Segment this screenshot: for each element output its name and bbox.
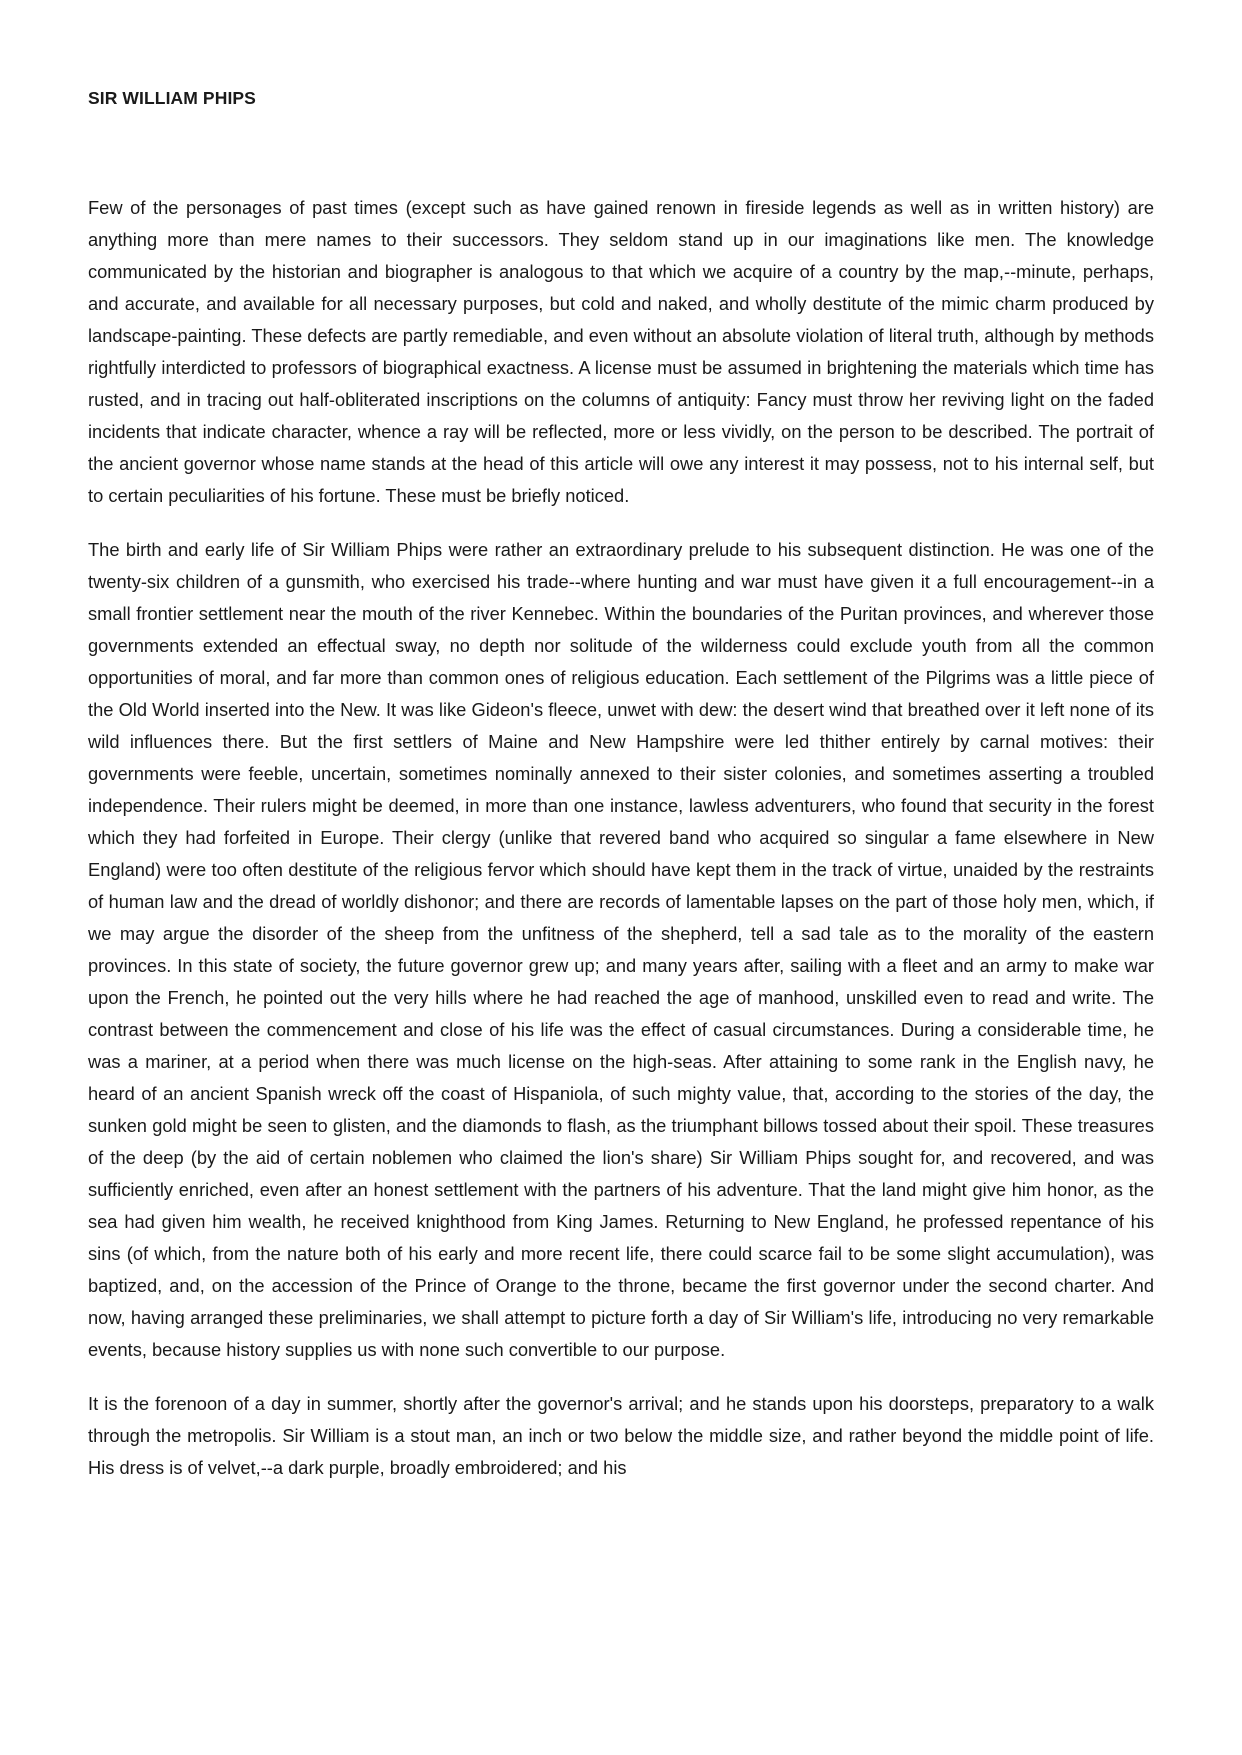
paragraph-3: It is the forenoon of a day in summer, shortly after the governor's arrival; and he stands upon his doorsteps, preparatory to a walk through the metropolis. Sir William is a stout man, an inch or two below the middle size, and rather beyond the middle point of life. His dress is of velvet,--a dark purple, broadly embroidered; and his	[88, 1393, 1154, 1478]
document-body	[88, 192, 1154, 1484]
paragraph-1: Few of the personages of past times (except such as have gained renown in fireside legends as well as in written history) are anything more than mere names to their successors. They seldom stand up in our imaginations like men. The knowledge communicated by the historian and biographer is analogous to that which we acquire of a country by the map,--minute, perhaps, and accurate, and available for all necessary purposes, but cold and naked, and wholly destitute of the mimic charm produced by landscape-painting. These defects are partly remediable, and even without an absolute violation of literal truth, although by methods rightfully interdicted to professors of biographical exactness. A license must be assumed in brightening the materials which time has rusted, and in tracing out half-obliterated inscriptions on the columns of antiquity: Fancy must throw her reviving light on the faded incidents that indicate character, whence a ray will be reflected, more or less vividly, on the person to be described. The portrait of the ancient governor whose name stands at the head of this article will owe any interest it may possess, not to his internal self, but to certain peculiarities of his fortune. These must be briefly noticed.	[88, 197, 1154, 506]
paragraph-2: The birth and early life of Sir William Phips were rather an extraordinary prelude to his subsequent distinction. He was one of the twenty-six children of a gunsmith, who exercised his trade--where hunting and war must have given it a full encouragement--in a small frontier settlement near the mouth of the river Kennebec. Within the boundaries of the Puritan provinces, and wherever those governments extended an effectual sway, no depth nor solitude of the wilderness could exclude youth from all the common opportunities of moral, and far more than common ones of religious education. Each settlement of the Pilgrims was a little piece of the Old World inserted into the New. It was like Gideon's fleece, unwet with dew: the desert wind that breathed over it left none of its wild influences there. But the first settlers of Maine and New Hampshire were led thither entirely by carnal motives: their governments were feeble, uncertain, sometimes nominally annexed to their sister colonies, and sometimes asserting a troubled independence. Their rulers might be deemed, in more than one instance, lawless adventurers, who found that security in the forest which they had forfeited in Europe. Their clergy (unlike that revered band who acquired so singular a fame elsewhere in New England) were too often destitute of the religious fervor which should have kept them in the track of virtue, unaided by the restraints of human law and the dread of worldly dishonor; and there are records of lamentable lapses on the part of those holy men, which, if we may argue the disorder of the sheep from the unfitness of the shepherd, tell a sad tale as to the morality of the eastern provinces. In this state of society, the future governor grew up; and many years after, sailing with a fleet and an army to make war upon the French, he pointed out the very hills where he had reached the age of manhood, unskilled even to read and write. The contrast between the commencement and close of his life was the effect of casual circumstances. During a considerable time, he was a mariner, at a period when there was much license on the high-seas. After attaining to some rank in the English navy, he heard of an ancient Spanish wreck off the coast of Hispaniola, of such mighty value, that, according to the stories of the day, the sunken gold might be seen to glisten, and the diamonds to flash, as the triumphant billows tossed about their spoil. These treasures of the deep (by the aid of certain noblemen who claimed the lion's share) Sir William Phips sought for, and recovered, and was sufficiently enriched, even after an honest settlement with the partners of his adventure. That the land might give him honor, as the sea had given him wealth, he received knighthood from King James. Returning to New England, he professed repentance of his sins (of which, from the nature both of his early and more recent life, there could scarce fail to be some slight accumulation), was baptized, and, on the accession of the Prince of Orange to the throne, became the first governor under the second charter. And now, having arranged these preliminaries, we shall attempt to picture forth a day of Sir William's life, introducing no very remarkable events, because history supplies us with none such convertible to our purpose.	[88, 539, 1154, 1360]
document-page	[88, 86, 1154, 1506]
document-title: SIR WILLIAM PHIPS	[88, 88, 256, 108]
